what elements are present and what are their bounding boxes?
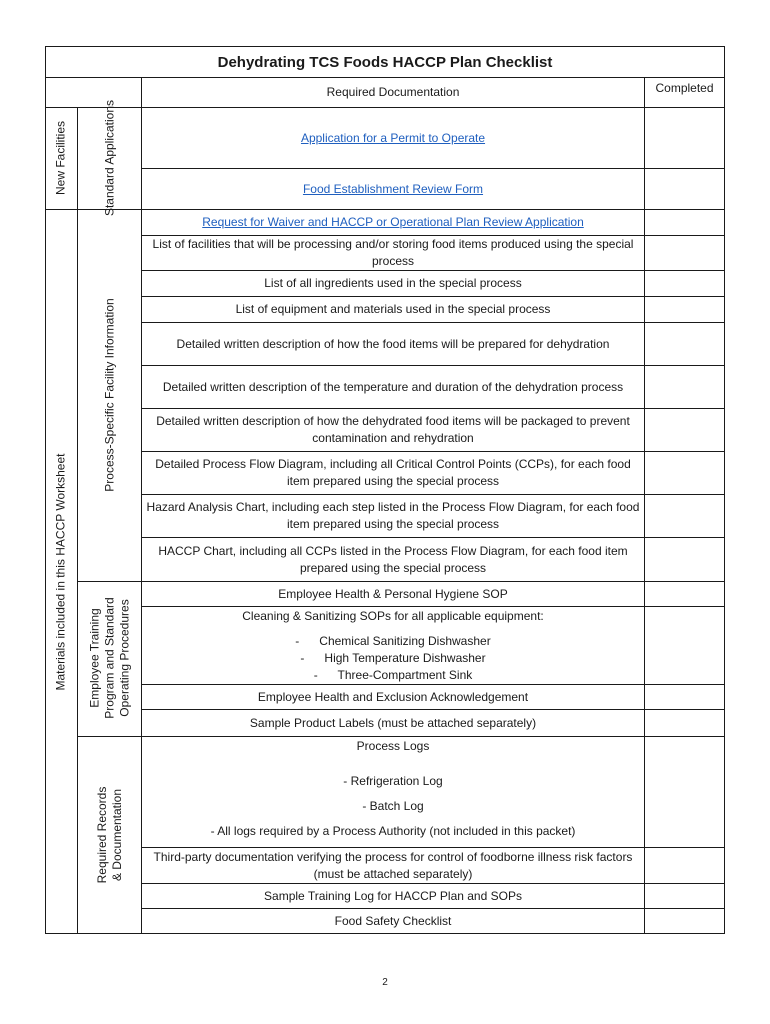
batch-log: - Batch Log — [362, 799, 424, 813]
employee-health-sop: Employee Health & Personal Hygiene SOP — [278, 586, 508, 601]
cleaning-bullet: - High Temperature Dishwasher — [300, 651, 486, 665]
permit-link[interactable]: Application for a Permit to Operate — [300, 130, 486, 145]
records-line-1: Required Records — [95, 786, 109, 884]
all-logs: - All logs required by a Process Authority (not included in this packet) — [210, 824, 576, 838]
records-line-2: & Documentation — [110, 788, 124, 882]
group-employee-training — [88, 597, 133, 718]
employee-training-line-1: Employee Training — [87, 608, 102, 708]
page-number: 2 — [382, 976, 388, 988]
process-item: List of facilities that will be processing and/or storing food items produced using the special process — [152, 237, 634, 268]
cleaning-sop-block — [142, 607, 644, 685]
header-completed: Completed — [655, 81, 714, 95]
row-waiver — [142, 210, 644, 235]
food-safety-checklist: Food Safety Checklist — [334, 913, 452, 928]
waiver-link[interactable]: Request for Waiver and HACCP or Operational Plan Review Application — [202, 215, 584, 229]
completed-cell[interactable] — [645, 108, 724, 168]
group-materials: Materials included in this HACCP Worksheet — [53, 453, 68, 691]
row-review-form — [142, 169, 644, 209]
employee-training-line-2: Program and Standard — [102, 597, 117, 719]
cleaning-bullet: - Three-Compartment Sink — [313, 668, 473, 682]
process-item: Detailed written description of the temperature and duration of the dehydration process — [162, 379, 624, 394]
group-process-specific: Process-Specific Facility Information — [102, 298, 117, 492]
sample-product-labels: Sample Product Labels (must be attached separately) — [249, 715, 537, 730]
process-logs-heading: Process Logs — [356, 739, 430, 753]
review-form-link[interactable]: Food Establishment Review Form — [302, 181, 484, 196]
process-item: Hazard Analysis Chart, including each step listed in the Process Flow Diagram, for each food item prepared using the special process — [146, 500, 640, 531]
group-required-records — [95, 787, 125, 884]
process-item: Detailed Process Flow Diagram, including all Critical Control Points (CCPs), for each food item prepared using the special process — [155, 457, 631, 488]
group-standard-applications — [103, 100, 118, 216]
process-item: HACCP Chart, including all CCPs listed in the Process Flow Diagram, for each food item prepared using the special process — [158, 543, 628, 575]
cleaning-heading: Cleaning & Sanitizing SOPs for all applicable equipment: — [242, 609, 544, 623]
process-item: List of equipment and materials used in the special process — [235, 302, 551, 316]
third-party-documentation: Third-party documentation verifying the process for control of foodborne illness risk factors (must be attached separately) — [153, 849, 633, 881]
standard-applications-text: Standard Applications — [102, 99, 117, 217]
header-required-documentation: Required Documentation — [326, 85, 460, 99]
training-log: Sample Training Log for HACCP Plan and SOPs — [264, 888, 522, 903]
page-title: Dehydrating TCS Foods HACCP Plan Checklist — [217, 53, 553, 71]
completed-cell[interactable] — [645, 169, 724, 209]
refrigeration-log: - Refrigeration Log — [343, 774, 443, 788]
exclusion-acknowledgement: Employee Health and Exclusion Acknowledgement — [257, 689, 529, 704]
cleaning-bullet: - Chemical Sanitizing Dishwasher — [295, 634, 491, 648]
process-item: List of all ingredients used in the special process — [264, 276, 522, 290]
row-permit — [142, 108, 644, 168]
employee-training-line-3: Operating Procedures — [117, 599, 132, 717]
group-new-facilities: New Facilities — [53, 120, 68, 196]
process-item: Detailed written description of how the dehydrated food items will be packaged to prevent contamination and rehydration — [156, 414, 630, 445]
completed-cell[interactable] — [645, 210, 724, 235]
process-item: Detailed written description of how the food items will be prepared for dehydration — [176, 336, 610, 351]
process-logs-block — [142, 737, 644, 847]
